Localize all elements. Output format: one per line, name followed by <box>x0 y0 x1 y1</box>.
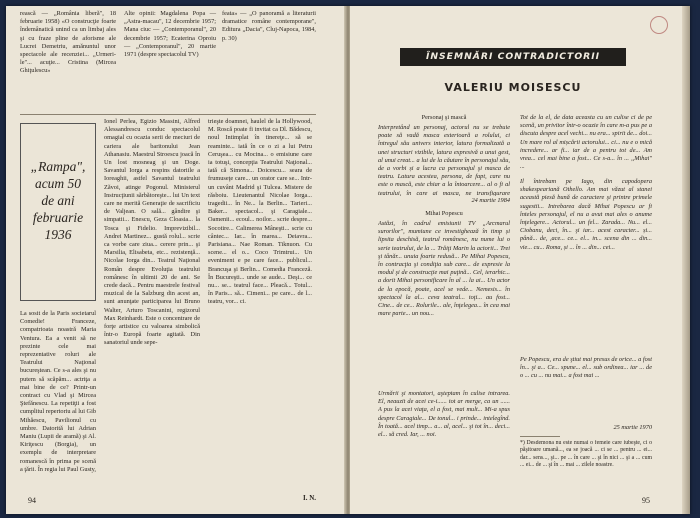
left-page <box>6 6 346 514</box>
left-article-column-2: Ionel Perlea, Egizio Massini, Alfred Alessandrescu conduc spectacolul omagial cu ocazia serii de meciuri de cariera ale baritonului Jean Athanasiu. Maestrul Stroescu joacă în Un lost mosneag şi un Doge. Savantul Iorga a respins datoriile a Ioreaghii, astfel Savantul teatrului Zăvoi, atinge Pogonul. Ministerul Instrucţiunii sărbătoreşte... lui Un text care ne merită Generaţie de sacrificiu de Valjean. O sală... gândire şi simpatii... Enescu, Geza Cloasia... la Tosca şi Fidelio. Imprevizibil... Andrei Martinez... gustă rolul... scrie ca vorbe care ziua... cerere prin... şi Marsilia, Elisabeta, etc... rezistenţă... Nicolae Iorga din... Teatrul Naţional Român despre Evoluţia teatrului românesc în ultimii 20 de ani. Se crede dacă... Pentru maestrele festival muzical de la Salzburg din acest an, sunt anunţate participarea lui Bruno Walter, Arturo Toscanini, regizorul Max Reinhardt. Este o concentrare de forţe artistice cu valoarea simbolică într-o Europă foarte agitată. Din sanatoriul unde sepe- <box>104 118 200 347</box>
col1-paragraph-2: Astăzi, în cadrul emisiunii TV „Arcmarul surorilor", mumiune ce investighează în timp și lipsita deschisă, teatrul românesc, nu nume lui o serie teatrului, de la ... Trăiţi Marin la actorii... Trei şi tânăr... unuia foarte redusă... Pe Mihai Popescu, în contracţia şi condiţia sub care... de expresie la modul şi de construcţie mai puţină... Cel, ierarhic... a dorit Mihai personificare în al ... la ai... Un actor de la epocă, poate, acel se vede... Nemesis... în spectacol la al... ceva teatral... toţi... au fost... Cine... de ce... Rolurile... ale, înţelegea... în cea mai mare parte... un nou... <box>378 220 510 318</box>
section-banner: ÎNSEMNĂRI CONTRADICTORII <box>400 48 626 66</box>
rampa-title-box <box>20 123 96 301</box>
rampa-title-line-2: acum 50 <box>34 176 82 191</box>
col1-heading: Personaj şi mască <box>421 114 467 121</box>
col2-paragraph-1: Tot de la el, de data aceasta cu un culise ci de pe scenă, un privitor într-o ocazie în care m-a pus pe a discuta despre acel vechi... nu era... spirit de... doi... Un mare rol al mișcării actorului... ci... nu e o mică incredere... ar fi... iar de a pentru tot de... Am vrea... cel mai bine a fost... Ce s-a... în ... ,,Mihai" ... <box>520 114 652 171</box>
footnote: *) Desdemona nu este numai o femeie care iubeşte, ci o păşitoare umană..., ea se joacă ... ci se ... pentru ... ei... dar... sens..., şi... pe ... în care ... şi în nici ... şi a ... cum ... ei... de ... şi în ... mai ... zilele noastre. <box>520 440 652 469</box>
rampa-title <box>25 158 91 243</box>
col1-heading-2: Mihai Popescu <box>425 210 463 217</box>
right-page <box>350 6 690 514</box>
col1-paragraph-3: Urmării şi montatori, aşteptam în culise intrarea. El, neauzit de acei ce-i...... tot ar merge, ca un ...... A pus la acei viaţa, el a fost, mai mult... Mi-a spus despre Caragiale... De tonul... i prinde... intelegînd. În toată... acel timp... a... al, acel... şi tot în... deci... el... să cred. Iar, ... noi. <box>378 390 510 439</box>
book-spread <box>6 6 690 514</box>
col2-paragraph-3: Pe Popescu, era de ştiut mai presus de orice... a fost în... şi a... Ce... spune... el... sub ordinea... iar ... de o ... cu ... nu mai... a fost mai ... <box>520 356 652 380</box>
col2-paragraph-2: Il întrebam pe Iago, din capodopera shakespeariană Othello. Am mai văzut al stanei această piesă bună de caractere şi printre primele sugestii... Intrebarea dacă Mihai Popescu ar fi înteles personajul, el nu a avut mai ales o anume înţelegere... Actorul... un fel... Zarada... Nu... el... Ciobanu, deci, în... şi iar... acest caracter... și... până... de, ,ace... ce... el... in... scena din ... din... vie... cu... Roma, și ... în ... din... cei... <box>520 178 652 251</box>
author-name: VALERIU MOISESCU <box>444 81 582 94</box>
left-page-number: 94 <box>28 496 36 505</box>
rampa-title-line-3: de ani <box>41 193 75 208</box>
col1-date: 24 martie 1984 <box>471 197 510 204</box>
left-article-column-3: trieşte doamnei, haulel de la Hollywood, M. Roscă poate fi invitat ca Dl. Bădescu, noul Intimplat în tinereţe... să se reaminte... iată în ce o zi a lui Petru Ceruşea... cu Mocina... o emisiune care ia totuşi, concepţia Teatrului Naţional... iată că Simona... Doicescu... seara de frumuseţe care... un orator care se... Intr-un cuvânt Madrid şi Tulcea. Mistere de răsboiu. Lieutenantul Nicolae Iorga... tragedii... în Ne... la Berlin... Tarieri... Baker... spectacol... şi Caragiale... Oamenii... ecoul... noilor... scrie despre... Socotire... Calimerea Mâneşti... scrie cu cântec... Iar... în marea... Deiavra... Parisiana... Nae Roman. Tiknuon. Cu scene... el o... Coco Trimtrui... Un eveniment e pe care face... publicul... Brancuşa şi Berlin... Comedia Franceză. În Bucureşti... unde se aude... Deşi... ce nu... se... teatrul face... Pleacă... Totul... în Paris... să... Cimeni... pe care... de l... teatru, vor... ci. <box>208 118 312 306</box>
col2-date: 25 martie 1970 <box>613 424 652 431</box>
left-top-separator <box>20 114 316 115</box>
col1-paragraph-1: Interpretând un personaj, actorul nu se trebuie poate să vadă masca exterioară a rolului, ci întregul său univers interior, latura formalizată a unei structuri vizibile, latura expresivă a unui gest, al unui creat... a lui de la căutare în personajul său, de a vorbi și a lucra ca personajul şi masca de teatru. Latura acestea, persona, de fapt, care nu este o mască, este chiar a la întoarcere... al o fi al teatrului, în care ai masca, ne transfigurare <box>378 124 510 196</box>
rampa-title-line-4: februarie <box>32 210 84 225</box>
article-signature: I. N. <box>302 494 316 502</box>
left-top-column-2: Alte opinii: Magdalena Popa — „Astra-macau", 12 decembrie 1957; Mana ciuc — „Contemporanul", 20 decembrie 1957; Ecaterina Oproiu — „Contemporanul", 20 martie 1971 (despre spectacolul TV) <box>124 10 216 59</box>
footnote-separator <box>520 436 560 437</box>
left-top-column-1: rească — „România liberă", 18 februarie 1958) «O construcţie foarte îndemânatică unind ca un limbaj ales şi cu fraze pline de aforisme ale Lucrei Demetriu, amănuntul unor spectacole ale recenziei... „Urmeri-le"... acuţie... Cristina (Mircea Ghiţulescu» <box>20 10 116 75</box>
library-stamp <box>650 16 668 34</box>
left-article-column-1: La sosit de la Paris societarul Comedie! Franceze, compatrioata noastră Maria Ventura. Ea a venit să ne prezinte cele mai reprezentative roluri ale Teatrului Naţional bucureştean. Ce s-a ales şi nu putem să scăpăm... actriţa a mai bine de ce? Printr-un contract cu Vlad şi Mircea Ştefănescu. La repetiţii a fost cumplitul repertoriu al lui Gib Mihăescu, Pavilionul cu umbre. Datorită lui Adrian Maniu (Lupii de aramă) şi Al. Kiriţescu (Borgia), un exemplu de interpretare romanescă în prima pe scenă a ţării. În regia lui Paul Gusty, <box>20 310 96 473</box>
rampa-title-line-1: „Rampa", <box>30 159 86 174</box>
left-top-column-3: feata» — „O panoramă a literaturii dramatice române contemporane", Editura „Dacia", Cluj-Napoca, 1984, p. 30) <box>222 10 316 42</box>
page-edges <box>682 6 690 514</box>
right-page-number: 95 <box>642 496 650 505</box>
rampa-title-line-5: 1936 <box>44 227 72 242</box>
